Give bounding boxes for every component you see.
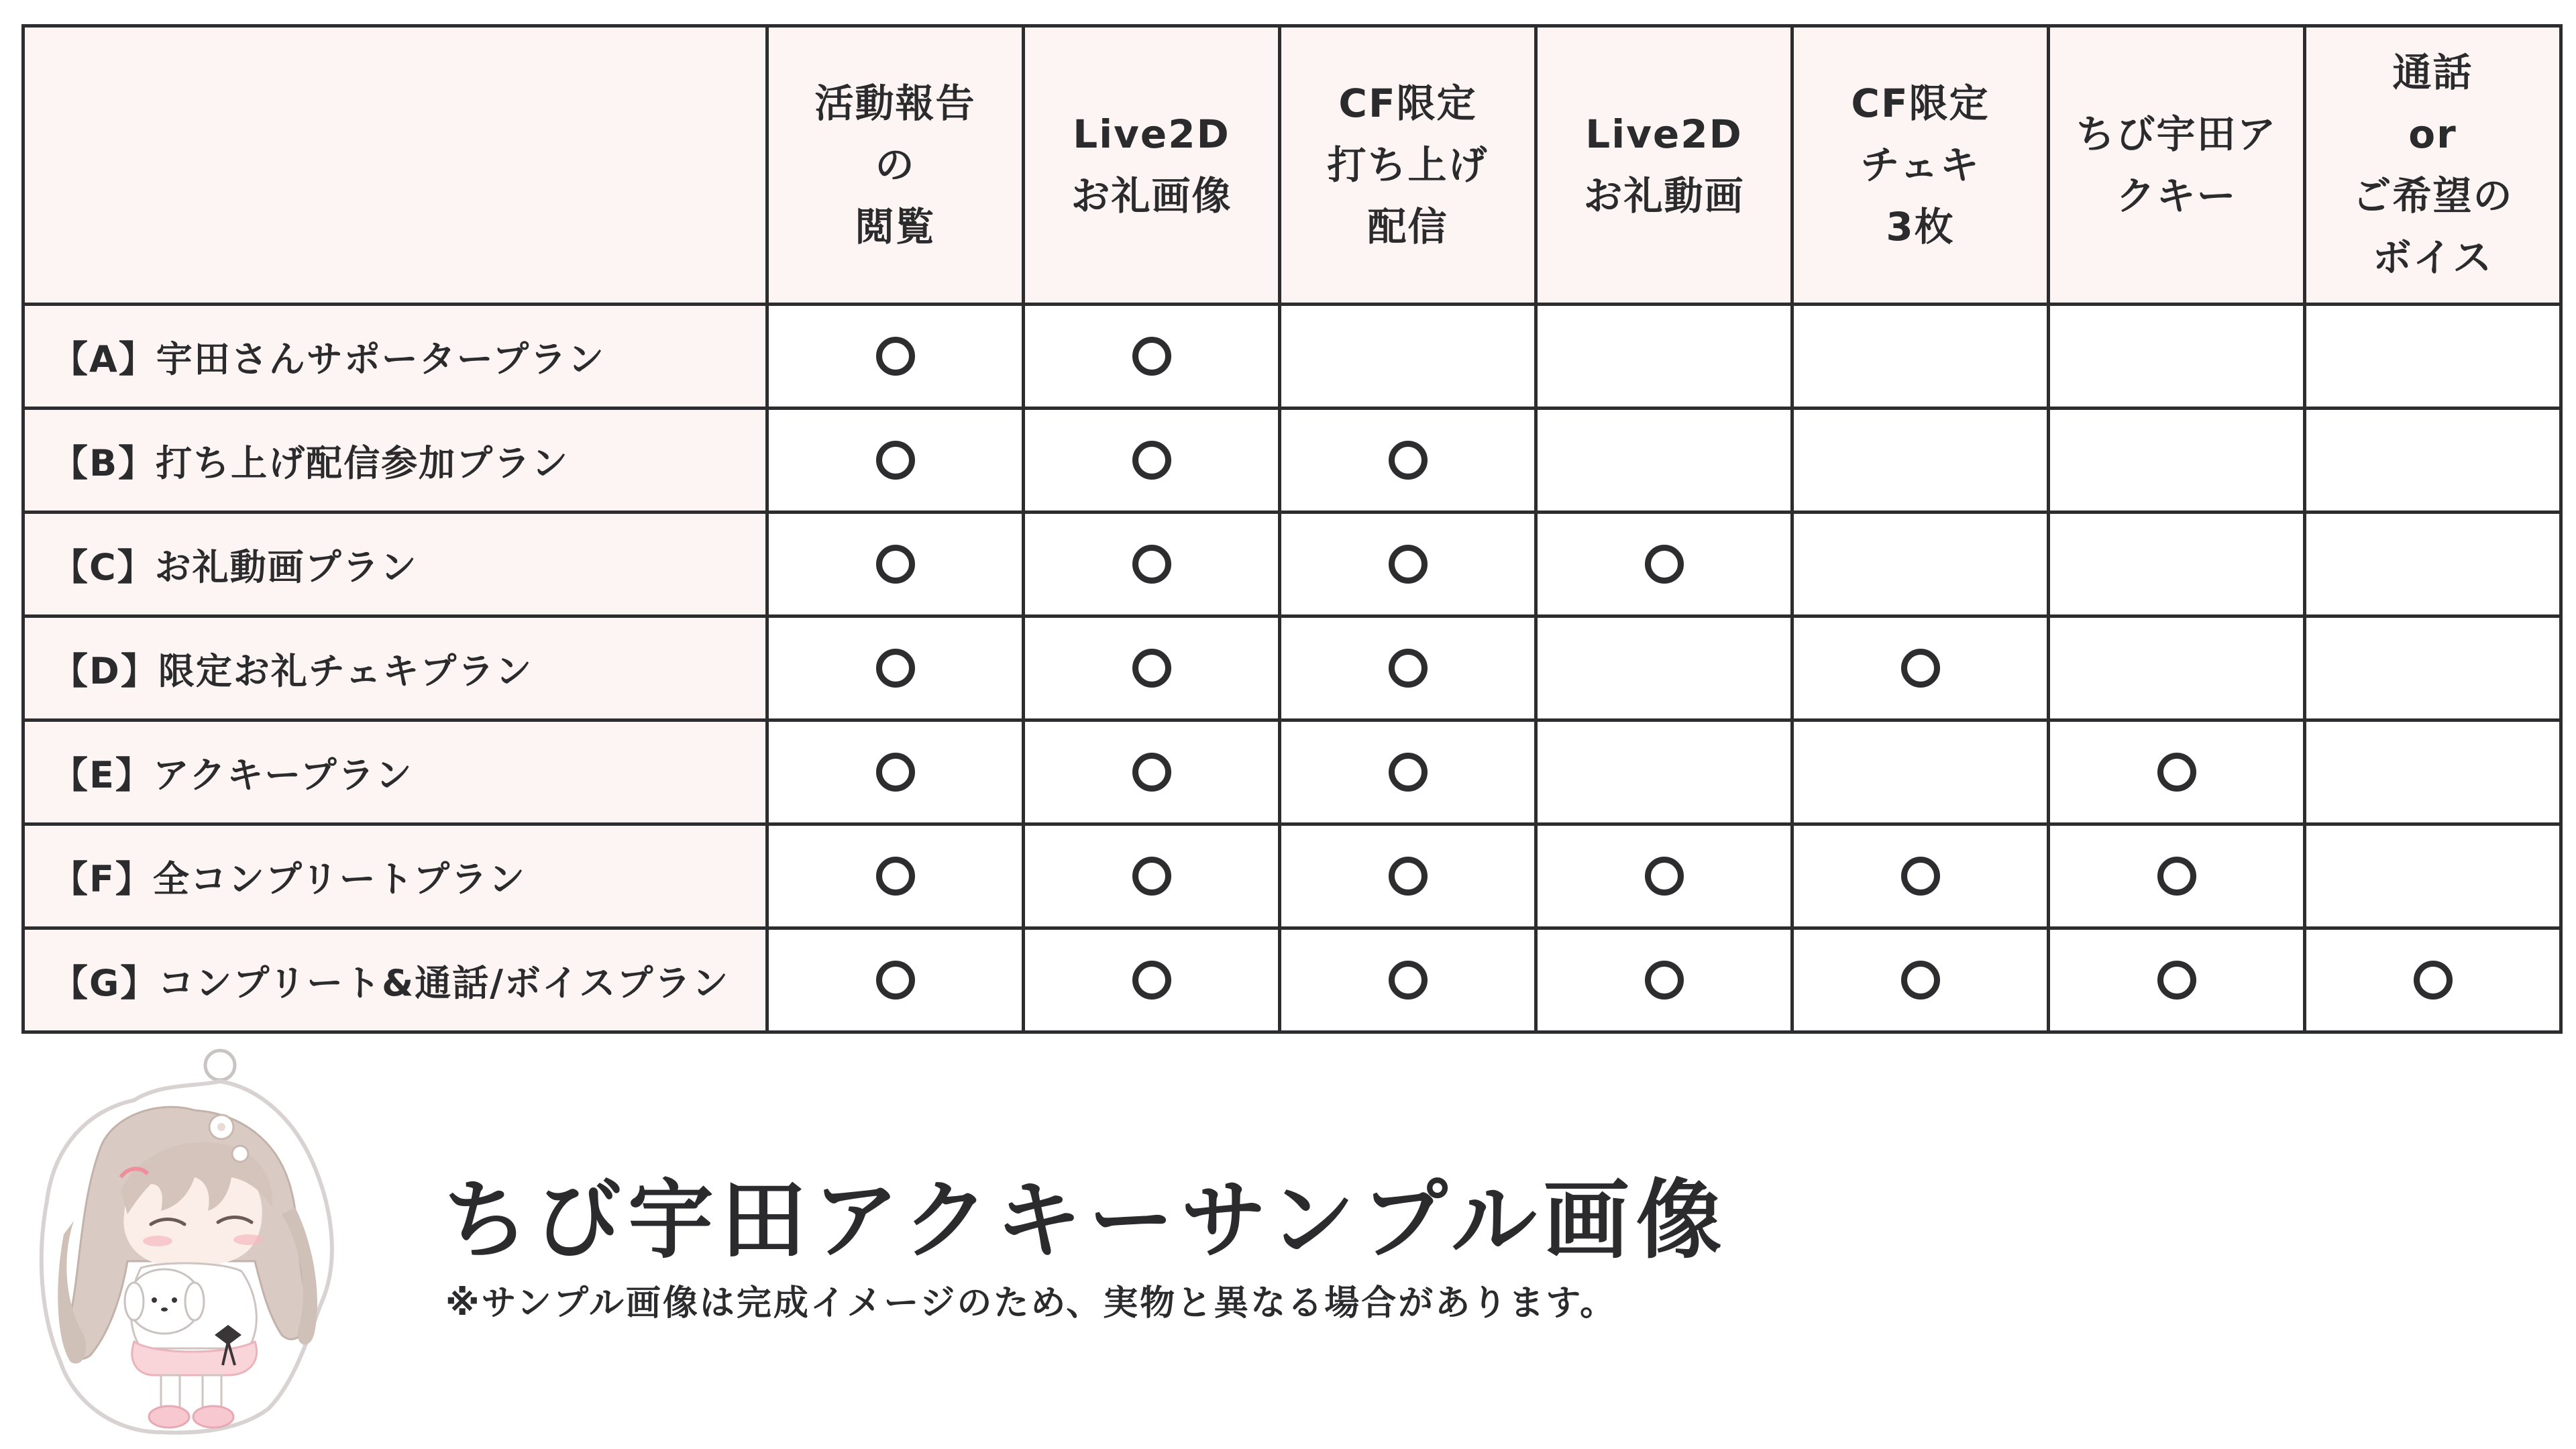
plan-feature-cell (1536, 616, 1792, 720)
plan-feature-cell (1536, 824, 1792, 928)
included-circle-icon (876, 961, 915, 1000)
plan-feature-cell (1792, 928, 2049, 1032)
included-circle-icon (1132, 649, 1171, 688)
included-circle-icon (1901, 857, 1940, 896)
feature-header-5 (1792, 26, 2049, 305)
included-circle-icon (876, 441, 915, 480)
plan-feature-cell (1536, 720, 1792, 824)
plan-feature-cell (1024, 409, 1280, 513)
feature-header-2 (1024, 26, 1280, 305)
plan-feature-cell (1792, 824, 2049, 928)
plan-feature-cell (1280, 824, 1536, 928)
included-circle-icon (1132, 337, 1171, 376)
feature-header-1 (767, 26, 1024, 305)
included-circle-icon (1389, 545, 1428, 584)
feature-header-line: CF限定 (1338, 80, 1477, 126)
plan-feature-cell (2049, 928, 2305, 1032)
feature-header-line: お礼画像 (1071, 173, 1232, 219)
feature-header-line: 配信 (1367, 204, 1448, 250)
included-circle-icon (1901, 961, 1940, 1000)
plan-row (23, 513, 2561, 616)
feature-header-line: 3枚 (1886, 204, 1955, 250)
plan-feature-cell (1024, 928, 1280, 1032)
feature-header-line: ちび宇田ア (2076, 111, 2277, 157)
included-circle-icon (2157, 961, 2196, 1000)
plan-feature-cell (2049, 824, 2305, 928)
plan-feature-cell (2049, 305, 2305, 409)
plan-row (23, 616, 2561, 720)
plan-feature-cell (767, 928, 1024, 1032)
included-circle-icon (1389, 961, 1428, 1000)
plan-row (23, 928, 2561, 1032)
plan-name: 【E】アクキープラン (23, 720, 767, 824)
plan-name: 【D】限定お礼チェキプラン (23, 616, 767, 720)
plan-feature-cell (1024, 305, 1280, 409)
feature-header-line: 閲覧 (855, 204, 936, 250)
plan-comparison-table (21, 24, 2563, 1034)
included-circle-icon (1645, 857, 1684, 896)
plan-feature-cell (1280, 720, 1536, 824)
plan-feature-cell (1280, 409, 1536, 513)
chibi-uda-acrylic-keychain-image (27, 1046, 416, 1442)
feature-header-line: 活動報告 (814, 80, 976, 126)
plan-feature-cell (1280, 616, 1536, 720)
included-circle-icon (1132, 857, 1171, 896)
included-circle-icon (2157, 753, 2196, 792)
plan-name: 【C】お礼動画プラン (23, 513, 767, 616)
included-circle-icon (2157, 857, 2196, 896)
plan-feature-cell (2049, 616, 2305, 720)
included-circle-icon (1645, 545, 1684, 584)
feature-header-line: 通話 (2392, 50, 2473, 95)
feature-header-3 (1280, 26, 1536, 305)
included-circle-icon (876, 337, 915, 376)
plan-name: 【B】打ち上げ配信参加プラン (23, 409, 767, 513)
plan-feature-cell (1792, 513, 2049, 616)
header-corner-cell (23, 26, 767, 305)
plan-feature-cell (1280, 513, 1536, 616)
feature-header-line: Live2D (1585, 111, 1743, 157)
plan-feature-cell (2305, 928, 2561, 1032)
included-circle-icon (1132, 545, 1171, 584)
plan-feature-cell (1792, 409, 2049, 513)
included-circle-icon (876, 545, 915, 584)
plan-row (23, 305, 2561, 409)
plan-feature-cell (1536, 305, 1792, 409)
included-circle-icon (1132, 753, 1171, 792)
plan-rows (23, 305, 2561, 1032)
plan-feature-cell (1024, 720, 1280, 824)
plan-row (23, 824, 2561, 928)
plan-feature-cell (1792, 720, 2049, 824)
plan-feature-cell (1792, 305, 2049, 409)
feature-header-line: or (2408, 111, 2457, 157)
table-header-row (23, 26, 2561, 305)
feature-header-line: ご希望の (2352, 173, 2514, 219)
included-circle-icon (876, 649, 915, 688)
plan-feature-cell (1280, 305, 1536, 409)
feature-header-line: 打ち上げ (1327, 142, 1489, 188)
plan-feature-cell (2305, 409, 2561, 513)
feature-header-line: の (875, 142, 916, 188)
included-circle-icon (1389, 857, 1428, 896)
feature-header-line: Live2D (1073, 111, 1230, 157)
plan-feature-cell (1536, 928, 1792, 1032)
sample-image-title: ちび宇田アクキーサンプル画像 (443, 1171, 1729, 1271)
included-circle-icon (1645, 961, 1684, 1000)
plan-feature-cell (1792, 616, 2049, 720)
included-circle-icon (2414, 961, 2453, 1000)
plan-name: 【A】宇田さんサポータープラン (23, 305, 767, 409)
feature-header-line: お礼動画 (1583, 173, 1745, 219)
feature-header-4 (1536, 26, 1792, 305)
plan-feature-cell (767, 720, 1024, 824)
feature-header-6 (2049, 26, 2305, 305)
sample-image-disclaimer: ※サンプル画像は完成イメージのため、実物と異なる場合があります。 (445, 1283, 1617, 1324)
plan-feature-cell (2305, 513, 2561, 616)
included-circle-icon (1132, 441, 1171, 480)
plan-feature-cell (767, 824, 1024, 928)
plan-feature-cell (2305, 720, 2561, 824)
plan-feature-cell (2049, 720, 2305, 824)
included-circle-icon (876, 753, 915, 792)
plan-feature-cell (1280, 928, 1536, 1032)
plan-feature-cell (767, 616, 1024, 720)
feature-header-line: CF限定 (1851, 80, 1990, 126)
included-circle-icon (876, 857, 915, 896)
included-circle-icon (1389, 753, 1428, 792)
plan-name: 【F】全コンプリートプラン (23, 824, 767, 928)
plan-row (23, 409, 2561, 513)
plan-feature-cell (2049, 513, 2305, 616)
included-circle-icon (1132, 961, 1171, 1000)
plan-feature-cell (767, 305, 1024, 409)
plan-feature-cell (2305, 616, 2561, 720)
plan-feature-cell (1024, 824, 1280, 928)
feature-header-line: ボイス (2372, 235, 2493, 280)
included-circle-icon (1901, 649, 1940, 688)
plan-feature-cell (767, 409, 1024, 513)
feature-header-line: チェキ (1860, 142, 1980, 188)
plan-feature-cell (2305, 824, 2561, 928)
included-circle-icon (1389, 649, 1428, 688)
plan-feature-cell (2305, 305, 2561, 409)
included-circle-icon (1389, 441, 1428, 480)
plan-feature-cell (2049, 409, 2305, 513)
plan-row (23, 720, 2561, 824)
plan-feature-cell (1536, 409, 1792, 513)
feature-header-line: クキー (2116, 173, 2237, 219)
plan-feature-cell (1024, 616, 1280, 720)
plan-feature-cell (1536, 513, 1792, 616)
plan-feature-cell (767, 513, 1024, 616)
plan-name: 【G】コンプリート&通話/ボイスプラン (23, 928, 767, 1032)
feature-header-7 (2305, 26, 2561, 305)
plan-feature-cell (1024, 513, 1280, 616)
